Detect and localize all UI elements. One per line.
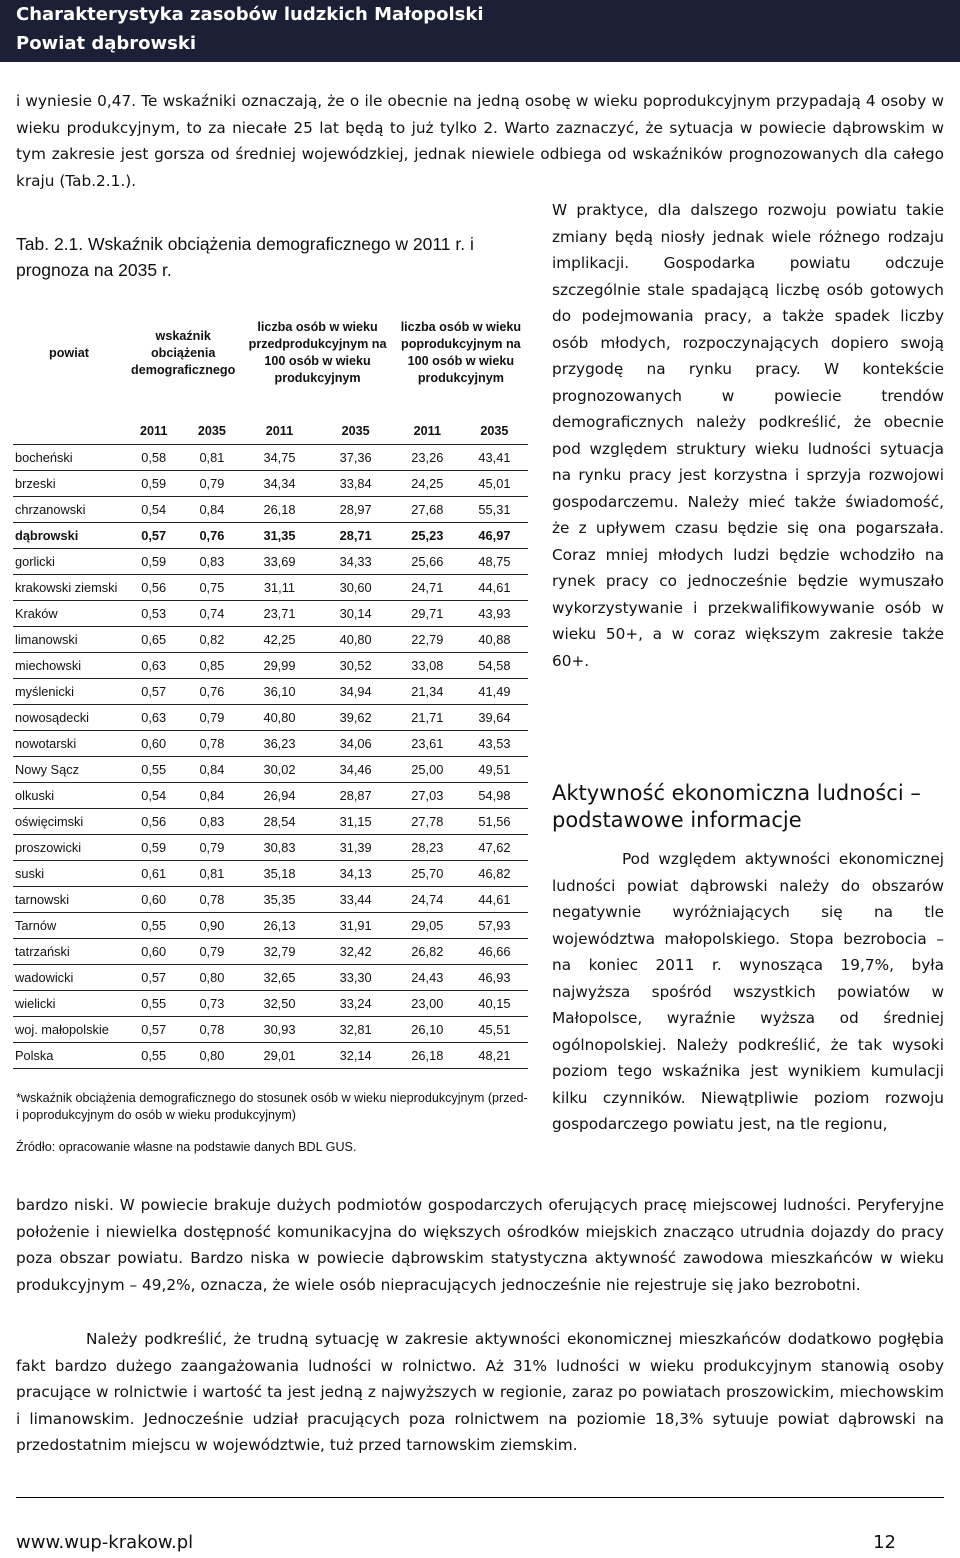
table-cell: 33,30: [318, 965, 394, 991]
year-header: 2035: [318, 418, 394, 445]
footer-divider: [16, 1497, 944, 1498]
table-cell: 0,79: [182, 471, 241, 497]
year-header: 2035: [461, 418, 528, 445]
table-cell: 33,69: [241, 549, 317, 575]
table-cell: 47,62: [461, 835, 528, 861]
table-row: [13, 835, 528, 861]
footer-url[interactable]: www.wup-krakow.pl: [16, 1532, 194, 1553]
table-cell: 33,84: [318, 471, 394, 497]
table-cell: 34,46: [318, 757, 394, 783]
table-cell: 44,61: [461, 887, 528, 913]
table-cell: 46,93: [461, 965, 528, 991]
table-cell: 41,49: [461, 679, 528, 705]
table-cell: 27,78: [394, 809, 461, 835]
table-cell: 24,74: [394, 887, 461, 913]
table-cell: 0,79: [182, 939, 241, 965]
table-cell: 0,57: [125, 523, 182, 549]
table-cell: 43,53: [461, 731, 528, 757]
document-subtitle: Powiat dąbrowski: [16, 33, 197, 54]
table-cell: 0,74: [182, 601, 241, 627]
row-label: olkuski: [13, 783, 125, 809]
table-cell: 29,71: [394, 601, 461, 627]
table-row: [13, 497, 528, 523]
table-cell: 30,52: [318, 653, 394, 679]
table-cell: 43,93: [461, 601, 528, 627]
table-cell: 29,01: [241, 1043, 317, 1069]
table-cell: 0,80: [182, 965, 241, 991]
right-column-paragraph: W praktyce, dla dalszego rozwoju powiatu takie zmiany będą niosły jednak wiele różnego rodzaju implikacji. Gospodarka powiatu odczuje szczególnie stale spadającą liczbę osób gotowych do podejmowania pracy, a także spadek liczby osób młodych, rozpoczynających dopiero swoją przygodę na rynku pracy. W kontekście prognozowanych w powiecie trendów demograficznych należy podkreślić, że obecnie pod względem struktury wieku ludności sytuacja na rynku pracy jest korzystna i sprzyja rozwojowi gospodarczemu. Należy mieć także świadomość, że z upływem czasu będzie się ona pogarszała. Coraz mniej młodych ludzi będzie wchodziło na rynek pracy co jednocześnie będzie wymuszało wykorzystywanie i przekwalifikowywanie osób w wieku 50+, a w coraz większym zakresie także 60+.: [552, 201, 944, 670]
table-cell: 0,59: [125, 835, 182, 861]
table-cell: 0,84: [182, 783, 241, 809]
table-row: [13, 913, 528, 939]
table-cell: 31,35: [241, 523, 317, 549]
row-label: myślenicki: [13, 679, 125, 705]
table-cell: 39,62: [318, 705, 394, 731]
row-label: suski: [13, 861, 125, 887]
table-row: [13, 809, 528, 835]
table-cell: 37,36: [318, 445, 394, 471]
table-cell: 48,75: [461, 549, 528, 575]
table-cell: 25,00: [394, 757, 461, 783]
table-cell: 0,55: [125, 913, 182, 939]
table-cell: 40,15: [461, 991, 528, 1017]
table-cell: 0,84: [182, 497, 241, 523]
table-cell: 26,18: [394, 1043, 461, 1069]
table-cell: 0,73: [182, 991, 241, 1017]
table-cell: 40,80: [318, 627, 394, 653]
table-cell: 40,80: [241, 705, 317, 731]
table-cell: 30,60: [318, 575, 394, 601]
table-cell: 0,65: [125, 627, 182, 653]
table-cell: 24,71: [394, 575, 461, 601]
table-cell: 30,83: [241, 835, 317, 861]
table-cell: 35,18: [241, 861, 317, 887]
table-cell: 0,81: [182, 445, 241, 471]
table-cell: 0,56: [125, 575, 182, 601]
row-label: bocheński: [13, 445, 125, 471]
row-label: Kraków: [13, 601, 125, 627]
table-cell: 0,78: [182, 1017, 241, 1043]
table-cell: 0,59: [125, 549, 182, 575]
table-cell: 27,03: [394, 783, 461, 809]
table-cell: 28,23: [394, 835, 461, 861]
table-cell: 44,61: [461, 575, 528, 601]
table-cell: 0,90: [182, 913, 241, 939]
year-header-empty: [13, 418, 125, 445]
row-label: Nowy Sącz: [13, 757, 125, 783]
table-cell: 23,26: [394, 445, 461, 471]
table-cell: 0,63: [125, 705, 182, 731]
table-cell: 0,54: [125, 783, 182, 809]
table-row: [13, 575, 528, 601]
row-label: woj. małopolskie: [13, 1017, 125, 1043]
table-cell: 0,59: [125, 471, 182, 497]
table-cell: 0,60: [125, 731, 182, 757]
table-cell: 21,71: [394, 705, 461, 731]
table-cell: 26,18: [241, 497, 317, 523]
document-title: Charakterystyka zasobów ludzkich Małopolski: [16, 4, 484, 25]
table-cell: 34,94: [318, 679, 394, 705]
table-cell: 0,57: [125, 679, 182, 705]
table-row: [13, 1043, 528, 1069]
table-cell: 57,93: [461, 913, 528, 939]
table-cell: 0,55: [125, 991, 182, 1017]
table-row: [13, 653, 528, 679]
table-cell: 32,50: [241, 991, 317, 1017]
table-cell: 30,02: [241, 757, 317, 783]
table-cell: 34,13: [318, 861, 394, 887]
table-cell: 25,66: [394, 549, 461, 575]
table-cell: 40,88: [461, 627, 528, 653]
row-label: tarnowski: [13, 887, 125, 913]
table-cell: 48,21: [461, 1043, 528, 1069]
table-cell: 26,10: [394, 1017, 461, 1043]
table-cell: 26,13: [241, 913, 317, 939]
table-cell: 54,98: [461, 783, 528, 809]
table-cell: 43,41: [461, 445, 528, 471]
row-label: brzeski: [13, 471, 125, 497]
row-label: miechowski: [13, 653, 125, 679]
table-cell: 22,79: [394, 627, 461, 653]
table-row: [13, 731, 528, 757]
table-cell: 0,55: [125, 757, 182, 783]
column-header-postproductive: liczba osób w wieku poprodukcyjnym na 100 osób w wieku produkcyjnym: [400, 320, 522, 385]
table-source: Źródło: opracowanie własne na podstawie danych BDL GUS.: [16, 1140, 357, 1154]
row-label: limanowski: [13, 627, 125, 653]
table-cell: 33,08: [394, 653, 461, 679]
table-cell: 24,25: [394, 471, 461, 497]
header-band: [0, 0, 960, 62]
table-row: [13, 679, 528, 705]
table-cell: 49,51: [461, 757, 528, 783]
table-cell: 0,63: [125, 653, 182, 679]
table-cell: 0,83: [182, 809, 241, 835]
table-cell: 0,75: [182, 575, 241, 601]
table-row: [13, 939, 528, 965]
table-cell: 35,35: [241, 887, 317, 913]
table-cell: 0,56: [125, 809, 182, 835]
table-cell: 55,31: [461, 497, 528, 523]
table-cell: 31,11: [241, 575, 317, 601]
table-cell: 36,10: [241, 679, 317, 705]
table-row: [13, 887, 528, 913]
table-cell: 31,15: [318, 809, 394, 835]
table-cell: 45,51: [461, 1017, 528, 1043]
table-cell: 32,79: [241, 939, 317, 965]
table-cell: 34,34: [241, 471, 317, 497]
column-header-powiat: powiat: [49, 345, 89, 360]
year-header: 2035: [182, 418, 241, 445]
table-cell: 0,82: [182, 627, 241, 653]
table-cell: 23,71: [241, 601, 317, 627]
table-cell: 32,14: [318, 1043, 394, 1069]
table-row: [13, 991, 528, 1017]
table-cell: 28,87: [318, 783, 394, 809]
table-cell: 21,34: [394, 679, 461, 705]
table-row: [13, 1017, 528, 1043]
table-cell: 24,43: [394, 965, 461, 991]
table-cell: 0,58: [125, 445, 182, 471]
table-cell: 42,25: [241, 627, 317, 653]
table-row: [13, 757, 528, 783]
table-cell: 0,85: [182, 653, 241, 679]
table-row: [13, 861, 528, 887]
table-row: [13, 705, 528, 731]
demographic-table: [13, 288, 528, 1069]
table-cell: 0,76: [182, 679, 241, 705]
table-caption: Tab. 2.1. Wskaźnik obciążenia demograficznego w 2011 r. i prognoza na 2035 r.: [16, 234, 474, 280]
row-label: oświęcimski: [13, 809, 125, 835]
table-cell: 0,79: [182, 705, 241, 731]
row-label: tatrzański: [13, 939, 125, 965]
table-row: [13, 783, 528, 809]
table-cell: 34,75: [241, 445, 317, 471]
table-row: [13, 549, 528, 575]
table-row: [13, 445, 528, 471]
intro-paragraph: i wyniesie 0,47. Te wskaźniki oznaczają, że o ile obecnie na jedną osobę w wieku poprodukcyjnym przypadają 4 osoby w wieku produkcyjnym, to za niecałe 25 lat będą to już tylko 2. Warto zaznaczyć, że sytuacja w powiecie dąbrowskim w tym zakresie jest gorsza od średniej wojewódzkiej, jednak niewiele odbiega od wskaźników prognozowanych dla całego kraju (Tab.2.1.).: [16, 92, 944, 190]
table-cell: 32,65: [241, 965, 317, 991]
table-cell: 31,39: [318, 835, 394, 861]
table-cell: 33,44: [318, 887, 394, 913]
table-cell: 46,66: [461, 939, 528, 965]
table-cell: 0,60: [125, 939, 182, 965]
table-cell: 46,97: [461, 523, 528, 549]
table-cell: 32,42: [318, 939, 394, 965]
table-cell: 30,93: [241, 1017, 317, 1043]
table-cell: 26,94: [241, 783, 317, 809]
table-cell: 29,99: [241, 653, 317, 679]
row-label: krakowski ziemski: [13, 575, 125, 601]
table-cell: 54,58: [461, 653, 528, 679]
table-cell: 39,64: [461, 705, 528, 731]
table-cell: 45,01: [461, 471, 528, 497]
year-header: 2011: [241, 418, 317, 445]
year-header: 2011: [125, 418, 182, 445]
table-cell: 30,14: [318, 601, 394, 627]
table-cell: 0,53: [125, 601, 182, 627]
table-cell: 0,54: [125, 497, 182, 523]
table-cell: 36,23: [241, 731, 317, 757]
table-cell: 34,06: [318, 731, 394, 757]
table-row: [13, 601, 528, 627]
page-number: 12: [873, 1532, 896, 1553]
row-label: wielicki: [13, 991, 125, 1017]
row-label: Tarnów: [13, 913, 125, 939]
table-cell: 51,56: [461, 809, 528, 835]
row-label: dąbrowski: [13, 523, 125, 549]
right-column-paragraph-2: Pod względem aktywności ekonomicznej ludności powiat dąbrowski należy do obszarów negatywnie wyróżniających się na tle województwa małopolskiego. Stopa bezrobocia – na koniec 2011 r. wynosząca 19,7%, była najwyższa spośród wszystkich powiatów w Małopolsce, wyraźnie wyższa od średniej ogólnopolskiej. Należy podkreślić, że tak wysoki poziom tego wskaźnika jest wynikiem kumulacji kilku czynników. Niewątpliwie poziom rozwoju gospodarczego powiatu jest, na tle regionu,: [552, 850, 944, 1133]
table-cell: 23,00: [394, 991, 461, 1017]
table-cell: 33,24: [318, 991, 394, 1017]
table-cell: 26,82: [394, 939, 461, 965]
column-header-indicator: wskaźnik obciążenia demograficznego: [131, 328, 236, 377]
table-cell: 0,79: [182, 835, 241, 861]
row-label: nowotarski: [13, 731, 125, 757]
row-label: nowosądecki: [13, 705, 125, 731]
table-cell: 0,57: [125, 965, 182, 991]
table-cell: 0,83: [182, 549, 241, 575]
bottom-paragraph-2: Należy podkreślić, że trudną sytuację w zakresie aktywności ekonomicznej mieszkańców dodatkowo pogłębia fakt bardzo dużego zaangażowania ludności w rolnictwo. Aż 31% ludności w wieku produkcyjnym stanowią osoby pracujące w rolnictwie i wartość ta jest jedną z najwyższych w regionie, zaraz po powiatach proszowickim, miechowskim i limanowskim. Jednocześnie udział pracujących poza rolnictwem na poziomie 18,3% sytuuje powiat dąbrowski na przedostatnim miejscu w województwie, tuż przed tarnowskim ziemskim.: [16, 1330, 944, 1454]
table-cell: 28,71: [318, 523, 394, 549]
table-cell: 0,81: [182, 861, 241, 887]
table-cell: 25,23: [394, 523, 461, 549]
table-cell: 27,68: [394, 497, 461, 523]
table-cell: 0,61: [125, 861, 182, 887]
table-cell: 34,33: [318, 549, 394, 575]
year-header: 2011: [394, 418, 461, 445]
table-cell: 46,82: [461, 861, 528, 887]
row-label: gorlicki: [13, 549, 125, 575]
row-label: chrzanowski: [13, 497, 125, 523]
row-label: proszowicki: [13, 835, 125, 861]
table-cell: 0,55: [125, 1043, 182, 1069]
table-cell: 0,78: [182, 887, 241, 913]
row-label: wadowicki: [13, 965, 125, 991]
column-header-preproductive: liczba osób w wieku przedprodukcyjnym na 100 osób w wieku produkcyjnym: [248, 320, 387, 385]
table-cell: 28,97: [318, 497, 394, 523]
table-cell: 29,05: [394, 913, 461, 939]
table-cell: 25,70: [394, 861, 461, 887]
table-cell: 0,76: [182, 523, 241, 549]
table-row: [13, 523, 528, 549]
table-row: [13, 471, 528, 497]
table-cell: 0,78: [182, 731, 241, 757]
table-row: [13, 965, 528, 991]
table-row: [13, 627, 528, 653]
section-heading: Aktywność ekonomiczna ludności – podstawowe informacje: [552, 781, 921, 832]
table-cell: 23,61: [394, 731, 461, 757]
bottom-paragraph-1: bardzo niski. W powiecie brakuje dużych podmiotów gospodarczych oferujących pracę miejscowej ludności. Peryferyjne położenie i niewielka dostępność komunikacyjna do większych ośrodków miejskich znacząco utrudnia dojazdy do pracy poza obszar powiatu. Bardzo niska w powiecie dąbrowskim statystyczna aktywność zawodowa mieszkańców w wieku produkcyjnym – 49,2%, oznacza, że wiele osób niepracujących jednocześnie nie rejestruje się jako bezrobotni.: [16, 1196, 944, 1294]
table-cell: 32,81: [318, 1017, 394, 1043]
table-cell: 0,80: [182, 1043, 241, 1069]
table-cell: 0,57: [125, 1017, 182, 1043]
table-footnote: *wskaźnik obciążenia demograficznego do stosunek osób w wieku nieprodukcyjnym (przed- i poprodukcyjnym do osób w wieku produkcyjnym): [16, 1091, 528, 1122]
table-cell: 31,91: [318, 913, 394, 939]
row-label: Polska: [13, 1043, 125, 1069]
table-cell: 28,54: [241, 809, 317, 835]
table-cell: 0,60: [125, 887, 182, 913]
table-cell: 0,84: [182, 757, 241, 783]
